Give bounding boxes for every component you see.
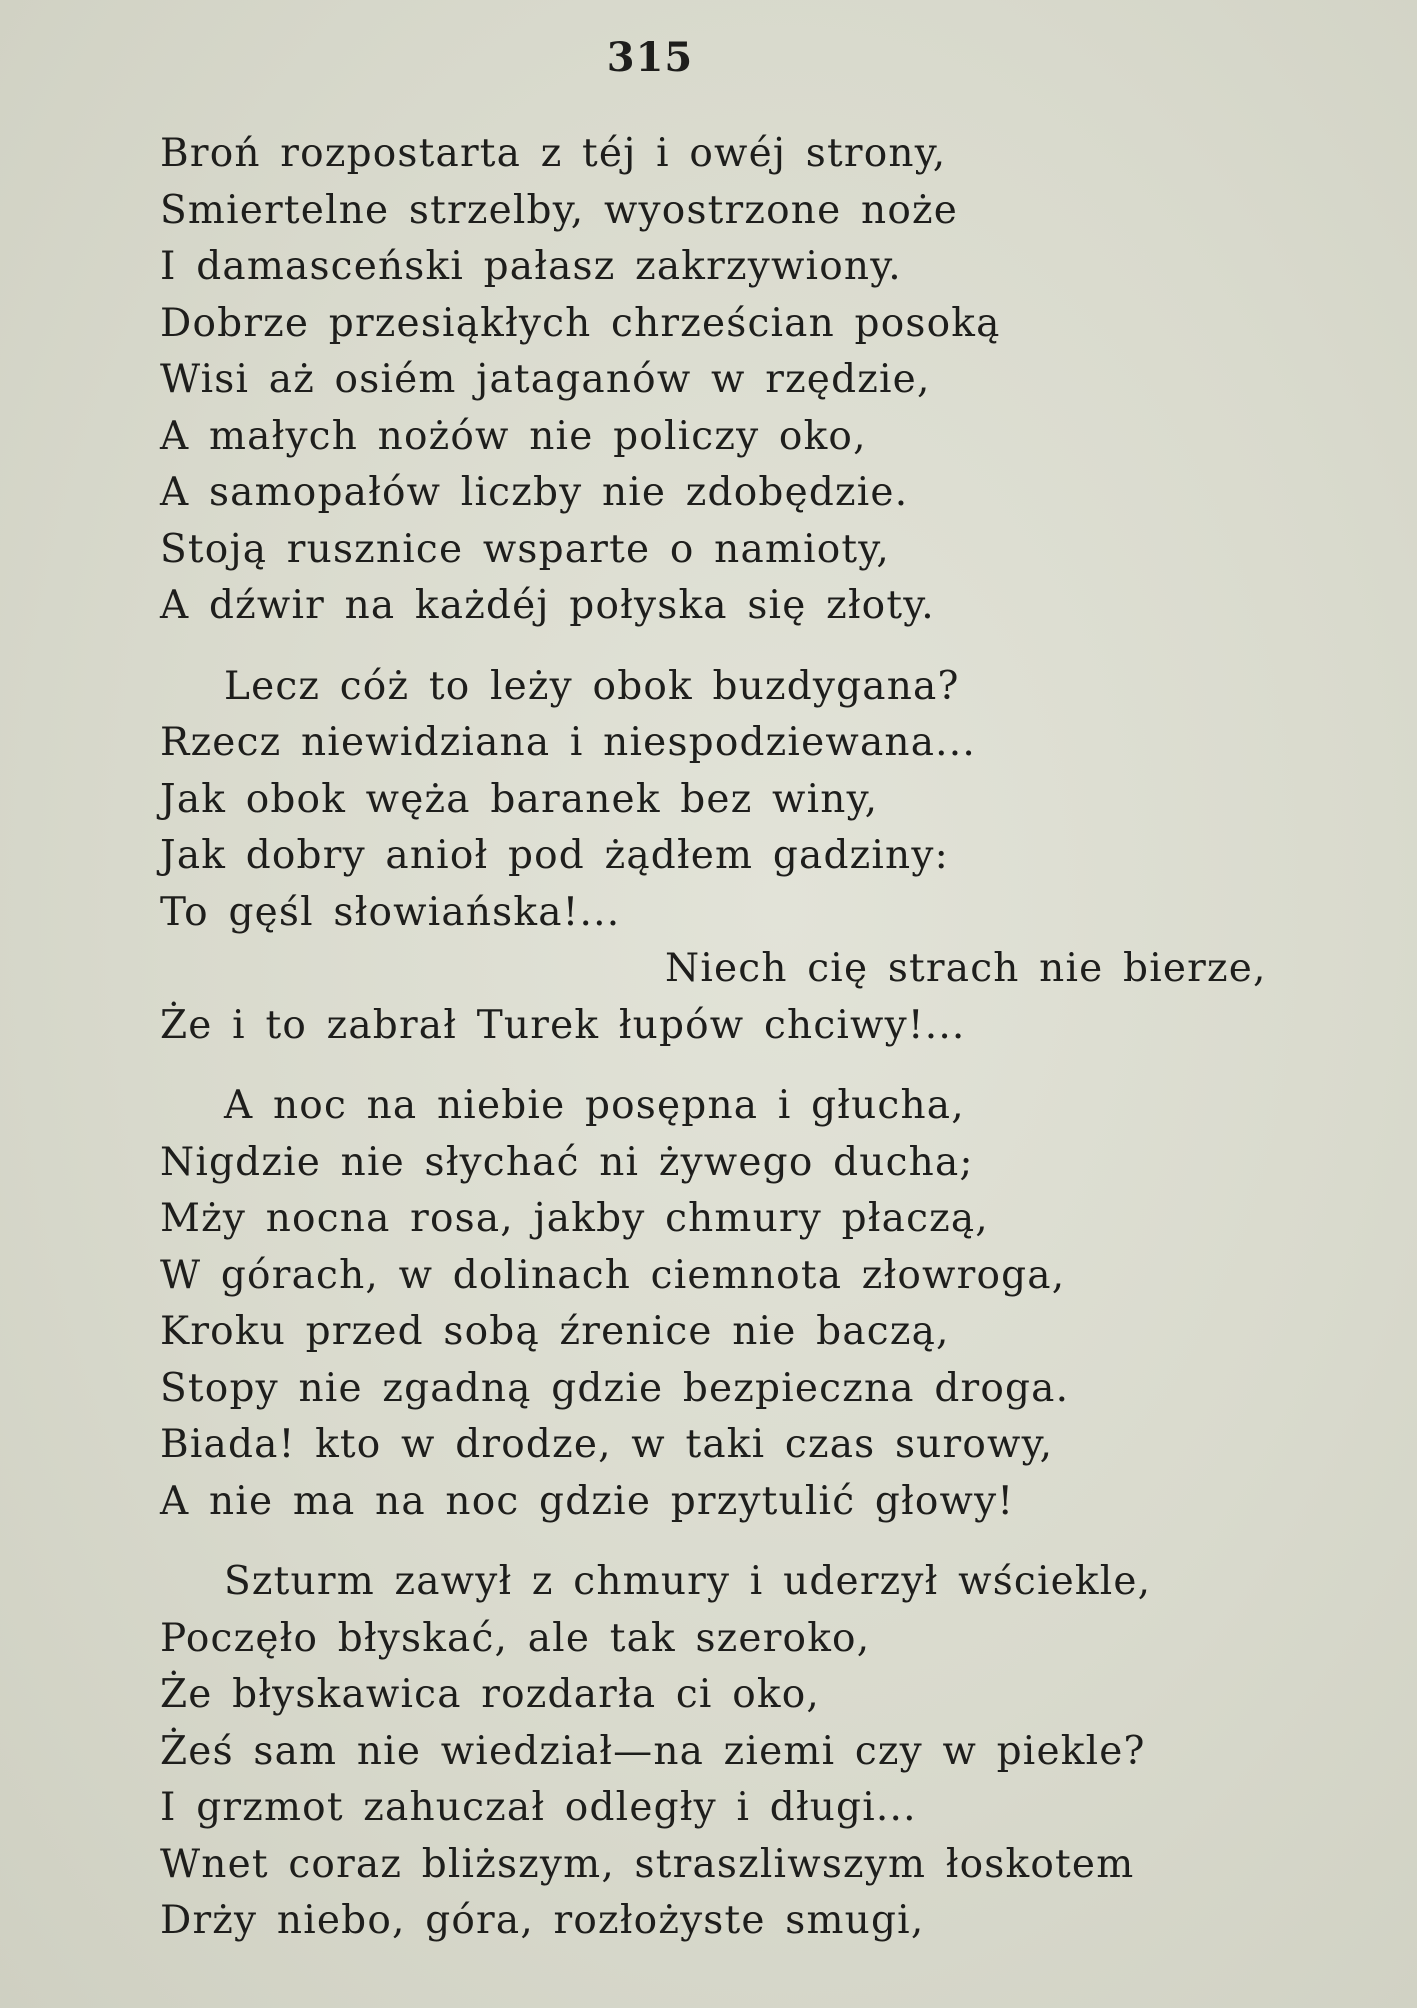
poem-line: Jak obok węża baranek bez winy, [160,776,879,822]
poem-line: Lecz cóż to leży obok buzdygana? [224,663,960,709]
page-number: 315 [606,34,694,81]
poem-line: Niech cię strach nie bierze, [665,946,1267,991]
poem-line: A noc na niebie posępna i głucha, [224,1083,965,1128]
poem-line: Wisi aż osiém jataganów w rzędzie, [160,357,931,402]
poem-line: Żeś sam nie wiedział—na ziemi czy w piekle? [160,1728,1146,1774]
poem-line: Że błyskawica rozdarła ci oko, [160,1672,820,1717]
poem-line: To gęśl słowiańska!... [160,889,621,935]
stanza [160,659,1320,1055]
stanza [160,126,1320,635]
poem-line: Stopy nie zgadną gdzie bezpieczna droga. [160,1365,1070,1411]
poem-line: Jak dobry anioł pod żądłem gadziny: [160,833,949,878]
poem-line: Smiertelne strzelby, wyostrzone noże [160,187,959,233]
poem-line: A samopałów liczby nie zdobędzie. [160,470,909,515]
poem-line: Rzecz niewidziana i niespodziewana... [160,720,976,765]
poem-line: Drży niebo, góra, rozłożyste smugi, [160,1898,925,1943]
stanza [160,1554,1320,1950]
poem-line: I grzmot zahuczał odległy i długi... [160,1785,917,1830]
poem-line: Stoją rusznice wsparte o namioty, [160,526,890,572]
poem-line: Nigdzie nie słychać ni żywego ducha; [160,1139,974,1185]
poem-line: Szturm zawył z chmury i uderzył wściekle, [224,1559,1152,1604]
poem-line: Mży nocna rosa, jakby chmury płaczą, [160,1196,989,1241]
poem-line: A dźwir na każdéj połyska się złoty. [160,583,935,628]
poem-line: Dobrze przesiąkłych chrześcian posoką [160,300,1001,346]
poem-line: Poczęło błyskać, ale tak szeroko, [160,1615,871,1661]
poem-line: A nie ma na noc gdzie przytulić głowy! [160,1478,1015,1524]
poem-line: Kroku przed sobą źrenice nie baczą, [160,1309,950,1354]
poem-line: Że i to zabrał Turek łupów chciwy!... [160,1002,966,1048]
poem-line: Broń rozpostarta z téj i owéj strony, [160,131,947,176]
poem-line: A małych nożów nie policzy oko, [160,413,867,459]
poem-line: I damasceński pałasz zakrzywiony. [160,244,902,289]
poem-text [160,126,1320,1950]
poem-line: W górach, w dolinach ciemnota złowroga, [160,1252,1066,1298]
stanza [160,1078,1320,1530]
poem-line: Wnet coraz bliższym, straszliwszym łoskotem [160,1841,1135,1887]
poem-line: Biada! kto w drodze, w taki czas surowy, [160,1422,1054,1467]
